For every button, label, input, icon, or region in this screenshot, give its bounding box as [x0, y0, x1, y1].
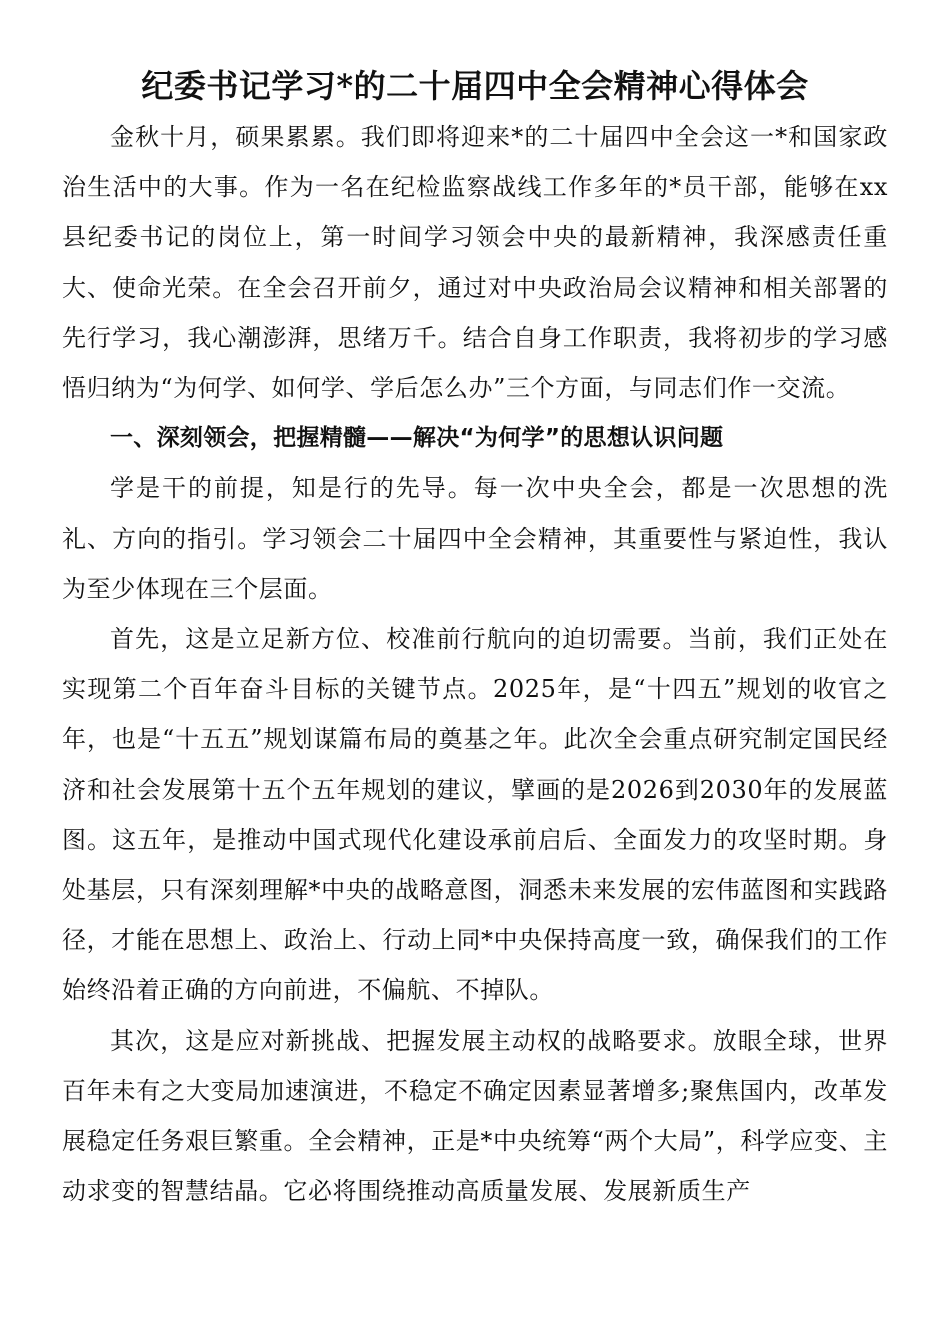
paragraph-second-point: 其次，这是应对新挑战、把握发展主动权的战略要求。放眼全球，世界百年未有之大变局加速演进，不稳定不确定因素显著增多;聚焦国内，改革发展稳定任务艰巨繁重。全会精神，正是*中央统筹“两个大局”，科学应变、主动求变的智慧结晶。它必将围绕推动高质量发展、发展新质生产	[62, 1026, 888, 1206]
paragraph-intro: 金秋十月，硕果累累。我们即将迎来*的二十届四中全会这一*和国家政治生活中的大事。作为一名在纪检监察战线工作多年的*员干部，能够在xx县纪委书记的岗位上，第一时间学习领会中央的最新精神，我深感责任重大、使命光荣。在全会召开前夕，通过对中央政治局会议精神和相关部署的先行学习，我心潮澎湃，思绪万千。结合自身工作职责，我将初步的学习感悟归纳为“为何学、如何学、学后怎么办”三个方面，与同志们作一交流。	[62, 123, 888, 403]
document-title: 纪委书记学习*的二十届四中全会精神心得体会	[141, 67, 809, 105]
paragraph-first-point: 首先，这是立足新方位、校准前行航向的迫切需要。当前，我们正处在实现第二个百年奋斗目标的关键节点。2025年，是“十四五”规划的收官之年，也是“十五五”规划谋篇布局的奠基之年。此次全会重点研究制定国民经济和社会发展第十五个五年规划的建议，擘画的是2026到2030年的发展蓝图。这五年，是推动中国式现代化建设承前启后、全面发力的攻坚时期。身处基层，只有深刻理解*中央的战略意图，洞悉未来发展的宏伟蓝图和实践路径，才能在思想上、政治上、行动上同*中央保持高度一致，确保我们的工作始终沿着正确的方向前进，不偏航、不掉队。	[62, 625, 888, 1005]
document-body	[62, 112, 888, 1216]
paragraph-section-1-lead: 学是干的前提，知是行的先导。每一次中央全会，都是一次思想的洗礼、方向的指引。学习领会二十届四中全会精神，其重要性与紧迫性，我认为至少体现在三个层面。	[62, 474, 888, 603]
section-heading-1: 一、深刻领会，把握精髓——解决“为何学”的思想认识问题	[110, 425, 724, 452]
